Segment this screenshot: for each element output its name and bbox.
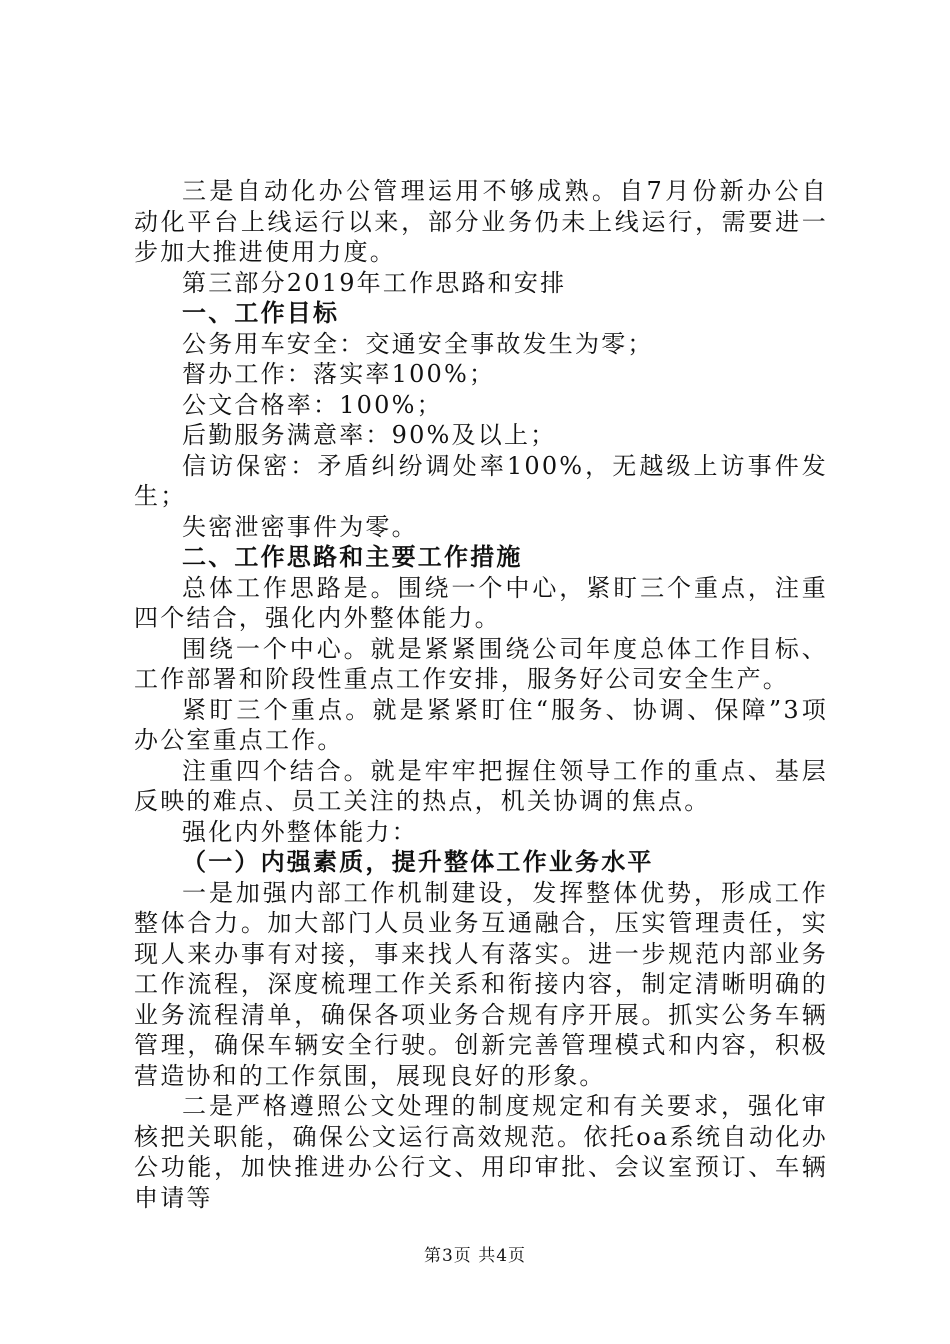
heading-internal-quality: （一）内强素质，提升整体工作业务水平 [182, 848, 654, 876]
heading-work-approach: 二、工作思路和主要工作措施 [182, 543, 523, 571]
paragraph-document-processing: 二是严格遵照公文处理的制度规定和有关要求，强化审核把关职能，确保公文运行高效规范。依托oa系统自动化办公功能，加快推进办公行文、用印审批、会议室预订、车辆申请等 [134, 1092, 828, 1212]
section-title-part-three: 第三部分2019年工作思路和安排 [182, 268, 567, 297]
page-footer: 第3页 共4页 [423, 1246, 527, 1266]
goal-supervision: 督办工作：落实率100%； [182, 360, 496, 388]
document-body [134, 176, 828, 1213]
paragraph-one-center: 围绕一个中心。就是紧紧围绕公司年度总体工作目标、工作部署和阶段性重点工作安排，服务好公司安全生产。 [134, 634, 828, 693]
goal-vehicle-safety: 公务用车安全：交通安全事故发生为零； [182, 329, 654, 358]
goal-no-leaks: 失密泄密事件为零。 [182, 512, 418, 541]
paragraph-four-combinations: 注重四个结合。就是牢牢把握住领导工作的重点、基层反映的难点、员工关注的热点，机关协调的焦点。 [134, 756, 828, 815]
paragraph-strengthen-capability: 强化内外整体能力： [182, 817, 418, 846]
paragraph-three-priorities: 紧盯三个重点。就是紧紧盯住“服务、协调、保障”3项办公室重点工作。 [134, 695, 828, 754]
goal-document-quality: 公文合格率：100%； [182, 390, 443, 419]
paragraph-1: 三是自动化办公管理运用不够成熟。自7月份新办公自动化平台上线运行以来，部分业务仍未上线运行，需要进一步加大推进使用力度。 [134, 177, 828, 266]
goal-petition-security: 信访保密：矛盾纠纷调处率100%，无越级上访事件发生； [134, 451, 828, 510]
heading-work-goals: 一、工作目标 [182, 299, 340, 327]
paragraph-overall-approach: 总体工作思路是。围绕一个中心，紧盯三个重点，注重四个结合，强化内外整体能力。 [134, 573, 828, 632]
goal-logistics-satisfaction: 后勤服务满意率：90%及以上； [182, 421, 557, 449]
paragraph-internal-mechanism: 一是加强内部工作机制建设，发挥整体优势，形成工作整体合力。加大部门人员业务互通融合，压实管理责任，实现人来办事有对接，事来找人有落实。进一步规范内部业务工作流程，深度梳理工作关系和衔接内容，制定清晰明确的业务流程清单，确保各项业务合规有序开展。抓实公务车辆管理，确保车辆安全行驶。创新完善管理模式和内容，积极营造协和的工作氛围，展现良好的形象。 [134, 878, 828, 1090]
